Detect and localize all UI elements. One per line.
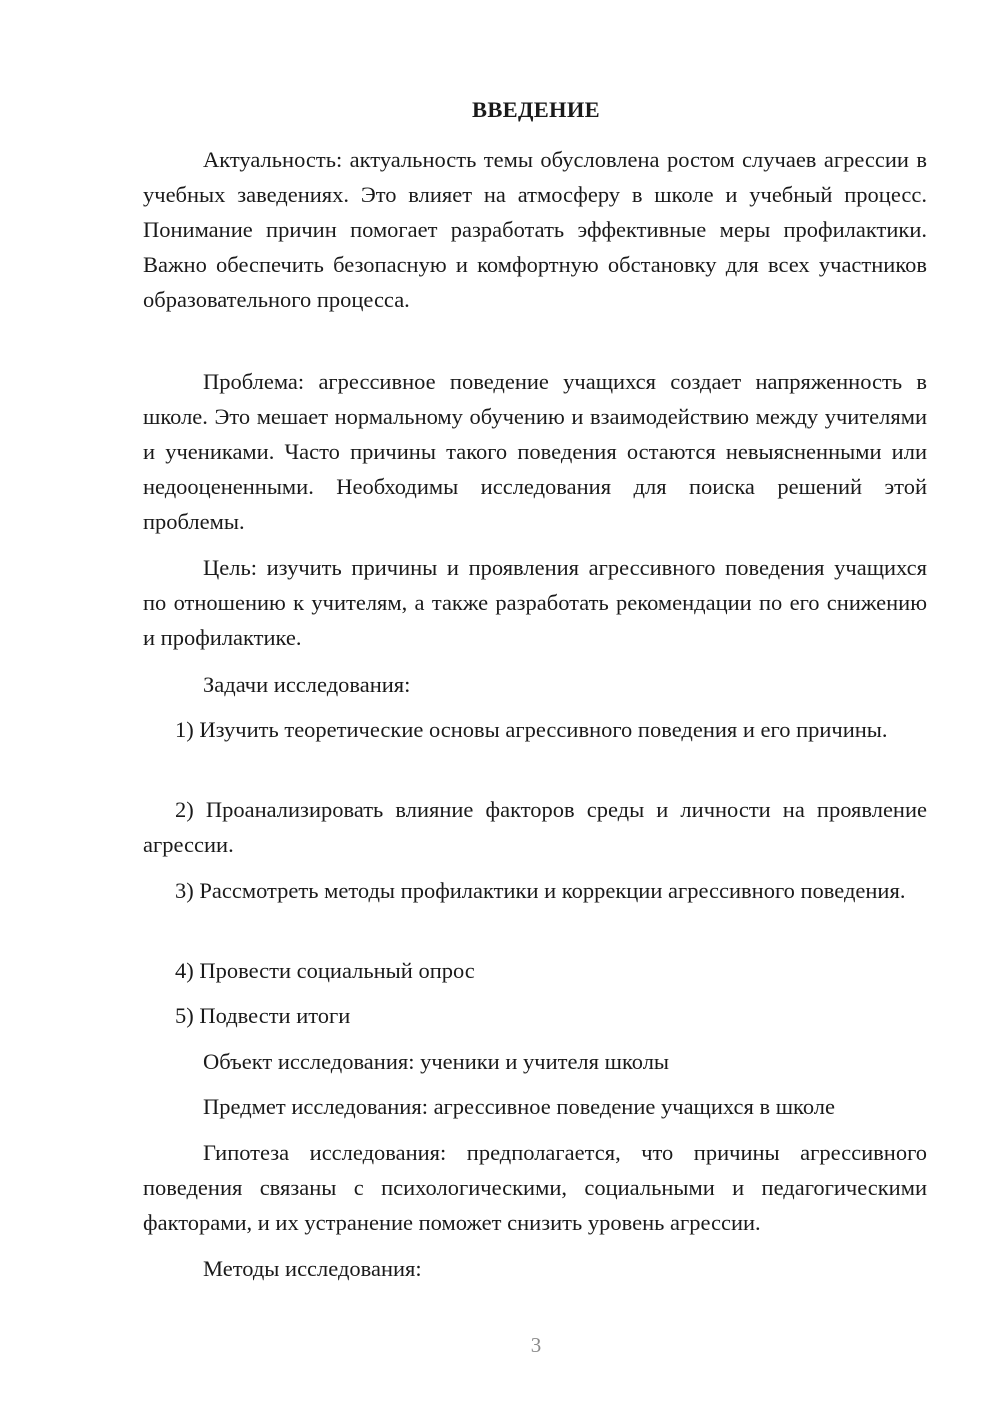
relevance-paragraph: Актуальность: актуальность темы обусловлена ростом случаев агрессии в учебных заведениях. Это влияет на атмосферу в школе и учебный процесс. Понимание причин помогает разработать эффективные меры профилактики. Важно обеспечить безопасную и комфортную обстановку для всех участников образовательного процесса. (143, 147, 927, 312)
task-item-3: 3) Рассмотреть методы профилактики и коррекции агрессивного поведения. (175, 878, 906, 903)
task-item-5: 5) Подвести итоги (175, 1003, 351, 1028)
subject-paragraph: Предмет исследования: агрессивное поведение учащихся в школе (203, 1094, 836, 1119)
tasks-intro: Задачи исследования: (203, 672, 411, 697)
task-item-4: 4) Провести социальный опрос (175, 958, 475, 983)
task-item-1: 1) Изучить теоретические основы агрессивного поведения и его причины. (175, 717, 888, 742)
object-paragraph: Объект исследования: ученики и учителя школы (203, 1049, 670, 1074)
section-heading: ВВЕДЕНИЕ (472, 97, 600, 122)
task-item-2: 2) Проанализировать влияние факторов среды и личности на проявление агрессии. (143, 797, 927, 857)
methods-paragraph: Методы исследования: (203, 1256, 422, 1281)
problem-paragraph: Проблема: агрессивное поведение учащихся создает напряженность в школе. Это мешает нормальному обучению и взаимодействию между учителями и учениками. Часто причины такого поведения остаются невыясненными или недооцененными. Необходимы исследования для поиска решений этой проблемы. (143, 369, 927, 534)
goal-paragraph: Цель: изучить причины и проявления агрессивного поведения учащихся по отношению к учителям, а также разработать рекомендации по его снижению и профилактике. (143, 555, 927, 650)
page-number: 3 (530, 1333, 542, 1357)
hypothesis-paragraph: Гипотеза исследования: предполагается, что причины агрессивного поведения связаны с психологическими, социальными и педагогическими факторами, и их устранение поможет снизить уровень агрессии. (143, 1140, 927, 1235)
